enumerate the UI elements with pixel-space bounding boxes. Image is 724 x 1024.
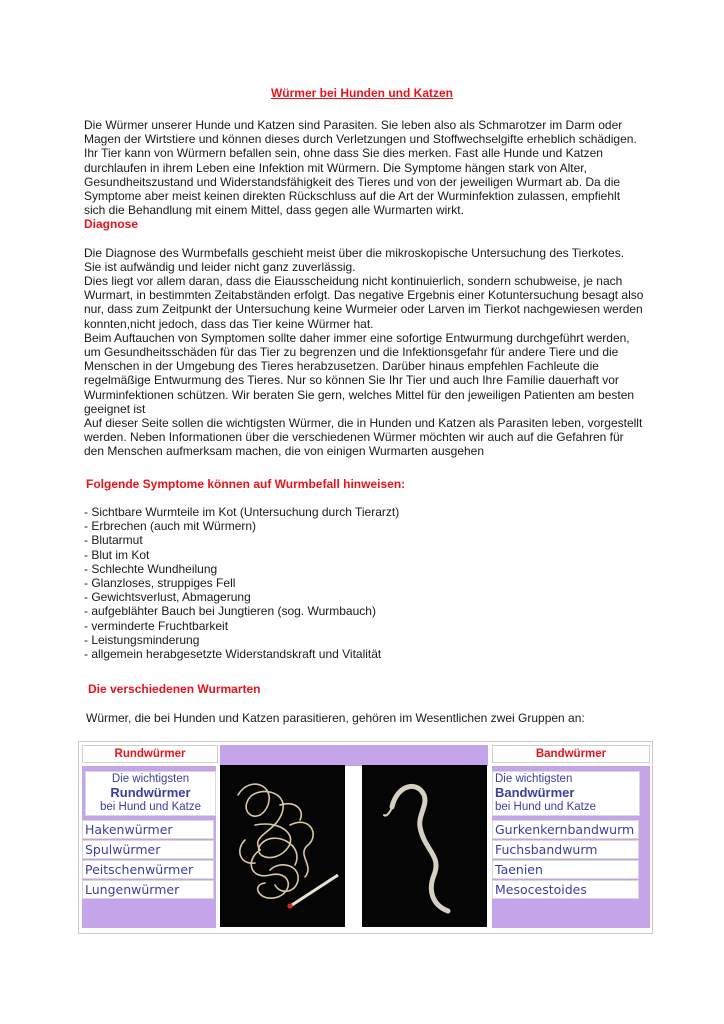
worm-link-mesocestoides[interactable]: Mesocestoides — [492, 880, 639, 899]
worm-link-peitschenwuermer[interactable]: Peitschenwürmer — [82, 860, 214, 879]
intro-section — [84, 118, 644, 459]
worm-link-lungenwuermer[interactable]: Lungenwürmer — [82, 880, 214, 899]
list-item: - aufgeblähter Bauch bei Jungtieren (sog. Wurmbauch) — [84, 604, 376, 619]
rundwurm-photo — [220, 765, 345, 927]
rundwuermer-header: Rundwürmer — [82, 745, 218, 763]
spacer — [84, 232, 644, 246]
bandwuermer-header: Bandwürmer — [492, 745, 650, 763]
list-item: - Blutarmut — [84, 533, 143, 548]
list-item: - Gewichtsverlust, Abmagerung — [84, 590, 251, 605]
roundworm-image — [220, 765, 345, 927]
diagnose-paragraph-4: Auf dieser Seite sollen die wichtigsten Würmer, die in Hunden und Katzen als Parasiten leben, vorgestellt werden. Neben Informationen über die verschiedenen Würmer möchten wir auch auf die Gefahren für den Menschen aufmerksam machen, die von einigen Wurmarten ausgehen — [84, 416, 643, 459]
info-title: Bandwürmer — [495, 785, 575, 800]
bandwuermer-column — [492, 766, 650, 928]
symptoms-heading: Folgende Symptome können auf Wurmbefall hinweisen: — [86, 477, 406, 491]
worm-link-spulwuermer[interactable]: Spulwürmer — [82, 840, 214, 859]
list-item: - Blut im Kot — [84, 547, 150, 562]
diagnose-paragraph-2: Dies liegt vor allem daran, dass die Eiausscheidung nicht kontinuierlich, sondern schubweise, je nach Wurmart, in bestimmten Zeitabständen erfolgt. Das negative Ergebnis einer Kotuntersuchung besagt also nur, dass zum Zeitpunkt der Untersuchung keine Wurmeier oder Larven im Tierkot nachgewiesen werden konnten,nicht jedoch, dass das Tier keine Würmer hat. — [84, 274, 644, 331]
info-line: bei Hund und Katze — [99, 801, 202, 813]
list-item: - verminderte Fruchtbarkeit — [84, 618, 229, 633]
list-item: - Glanzloses, struppiges Fell — [84, 576, 236, 591]
intro-paragraph-2: Ihr Tier kann von Würmern befallen sein, ohne dass Sie dies merken. Fast alle Hunde und Katzen durchlaufen in ihrem Leben eine Infektion mit Würmern. Die Symptome hängen stark von Alter, Gesundheitszustand und Widerstandsfähigkeit des Tieres und von der jeweiligen Wurmart ab. Da die Symptome aber meist keinen direkten Rückschluss auf die Art der Wurminfektion zulassen, empfiehlt sich die Behandlung mit einem Mittel, dass gegen alle Wurmarten wirkt. — [84, 146, 621, 218]
diagnose-paragraph-3: Beim Auftauchen von Symptomen sollte daher immer eine sofortige Entwurmung durchgeführt werden, um Gesundheitsschäden für das Tier zu begrenzen und die Infektionsgefahr für andere Tiere und die Menschen in der Umgebung des Tieres herabzusetzen. Darüber hinaus empfehlen Fachleute die regelmäßige Entwurmung des Tieres. Nur so können Sie Ihr Tier und auch Ihre Familie dauerhaft vor Wurminfektionen schützen. Wir beraten Sie gern, welches Mittel für den jeweiligen Patienten am besten geeignet ist — [84, 330, 635, 416]
rundwuermer-info-box — [85, 771, 216, 816]
info-line: bei Hund und Katze — [495, 801, 597, 813]
list-item: - Sichtbare Wurmteile im Kot (Untersuchung durch Tierarzt) — [84, 505, 400, 519]
worm-link-taenien[interactable]: Taenien — [492, 860, 639, 879]
list-item: - allgemein herabgesetzte Widerstandskraft und Vitalität — [84, 647, 382, 662]
diagnose-paragraph-1: Die Diagnose des Wurmbefalls geschieht meist über die mikroskopische Untersuchung des Tierkotes. Sie ist aufwändig und leider nicht ganz zuverlässig. — [84, 245, 625, 274]
diagnose-heading: Diagnose — [84, 217, 139, 232]
worm-types-table — [78, 741, 653, 934]
worm-link-gurkenkernbandwurm[interactable]: Gurkenkernbandwurm — [492, 820, 639, 839]
rundwuermer-column — [82, 766, 216, 928]
table-header-band — [220, 745, 488, 766]
info-line: Die wichtigsten — [111, 773, 190, 785]
info-line: Die wichtigsten — [495, 773, 573, 785]
worm-link-hakenwuermer[interactable]: Hakenwürmer — [82, 820, 214, 839]
info-title: Rundwürmer — [110, 785, 191, 800]
intro-paragraph-1: Die Würmer unserer Hunde und Katzen sind Parasiten. Sie leben also als Schmarotzer im Darm oder Magen der Wirtstiere und können dieses durch Verletzungen und Stoffwechselgifte erheblich schädigen. — [84, 118, 637, 147]
list-item: - Schlechte Wundheilung — [84, 561, 218, 576]
worm-link-fuchsbandwurm[interactable]: Fuchsbandwurm — [492, 840, 639, 859]
page-title: Würmer bei Hunden und Katzen — [270, 86, 453, 100]
list-item: - Erbrechen (auch mit Würmern) — [84, 519, 257, 534]
tapeworm-image — [362, 765, 487, 927]
bandwurm-photo — [362, 765, 487, 927]
list-item: - Leistungsminderung — [84, 632, 200, 647]
wurmarten-heading: Die verschiedenen Wurmarten — [88, 682, 261, 696]
symptoms-list — [84, 505, 399, 661]
wurmarten-intro: Würmer, die bei Hunden und Katzen parasitieren, gehören im Wesentlichen zwei Gruppen an: — [86, 711, 585, 725]
bandwuermer-info-box — [492, 771, 640, 816]
